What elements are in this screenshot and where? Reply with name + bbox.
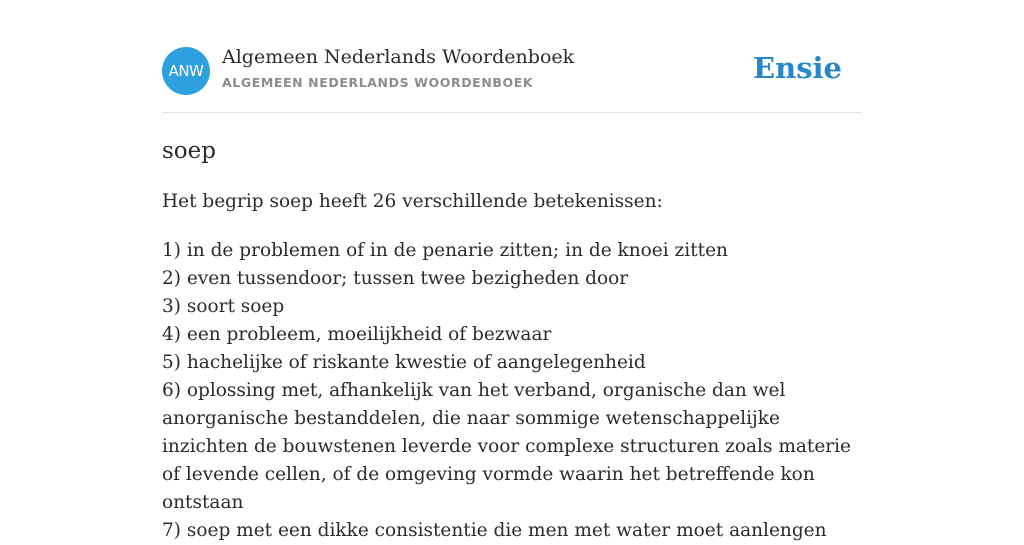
dictionary-subtitle: ALGEMEEN NEDERLANDS WOORDENBOEK — [222, 75, 534, 90]
intro-text: Het begrip soep heeft 26 verschillende betekenissen: — [162, 191, 663, 212]
meanings-list — [162, 237, 862, 545]
meaning-item: 4) een probleem, moeilijkheid of bezwaar — [162, 324, 552, 345]
meaning-item: 6) oplossing met, afhankelijk van het verband, organische dan wel anorganische bestanddelen, die naar sommige wetenschappelijke inzichten de bouwstenen leverde voor complexe structuren zoals materie of levende cellen, of de omgeving vormde waarin het betreffende kon ontstaan — [162, 380, 851, 513]
meaning-item: 1) in de problemen of in de penarie zitten; in de knoei zitten — [162, 240, 728, 261]
anw-logo[interactable]: ANW — [162, 47, 210, 95]
meaning-item: 5) hachelijke of riskante kwestie of aangelegenheid — [162, 352, 646, 373]
dictionary-title[interactable]: Algemeen Nederlands Woordenboek — [222, 46, 575, 68]
meaning-item: 2) even tussendoor; tussen twee bezigheden door — [162, 268, 629, 289]
meaning-item: 7) soep met een dikke consistentie die men met water moet aanlengen — [162, 520, 827, 541]
page-container — [162, 0, 862, 541]
header — [162, 0, 862, 113]
ensie-logo[interactable]: Ensie — [753, 51, 842, 85]
meaning-item: 3) soort soep — [162, 296, 285, 317]
page-title: soep — [162, 138, 216, 164]
